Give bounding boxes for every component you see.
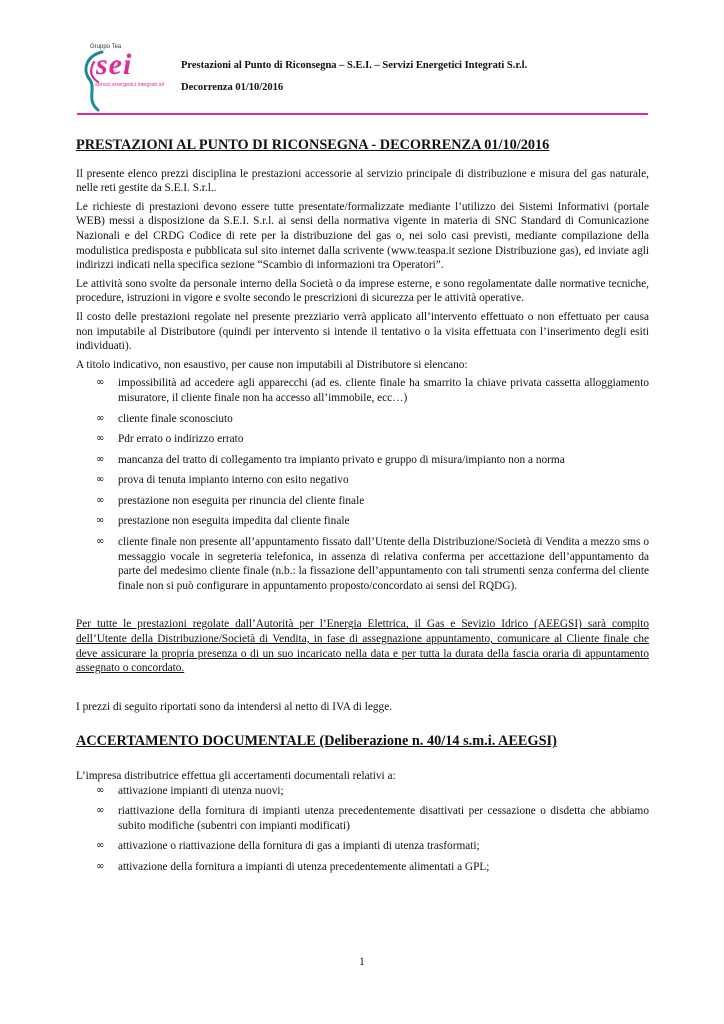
list-item xyxy=(76,376,649,405)
paragraph: Il presente elenco prezzi disciplina le prestazioni accessorie al servizio principale di distribuzione e misura del gas naturale, nelle reti gestite da S.E.I. S.r.l.. xyxy=(76,167,649,195)
causes-list xyxy=(76,376,649,593)
list-item-text: prestazione non eseguita impedita dal cliente finale xyxy=(118,515,350,528)
header-title: Prestazioni al Punto di Riconsegna – S.E.I. – Servizi Energetici Integrati S.r.l. xyxy=(181,60,528,71)
list-item xyxy=(76,432,649,447)
header-divider xyxy=(77,113,648,115)
list-item-text: attivazione impianti di utenza nuovi; xyxy=(118,784,284,797)
list-item xyxy=(76,784,649,799)
paragraph: A titolo indicativo, non esaustivo, per cause non imputabili al Distributore si elencano: xyxy=(76,358,468,371)
infinity-bullet-icon: ∞ xyxy=(96,515,105,527)
section-title: PRESTAZIONI AL PUNTO DI RICONSEGNA - DECORRENZA 01/10/2016 xyxy=(76,137,550,153)
infinity-bullet-icon: ∞ xyxy=(96,805,105,817)
vat-note: I prezzi di seguito riportati sono da intendersi al netto di IVA di legge. xyxy=(76,700,393,713)
infinity-bullet-icon: ∞ xyxy=(96,840,105,852)
infinity-bullet-icon: ∞ xyxy=(96,784,105,796)
header-date: Decorrenza 01/10/2016 xyxy=(181,82,284,93)
accertamento-list xyxy=(76,784,649,875)
list-item xyxy=(76,860,649,875)
paragraph: Il costo delle prestazioni regolate nel presente prezziario verrà applicato all’intervento effettuato o non effettuato per causa non imputabile al Distributore (quindi per intervento si intende il tentativo o la visita effettuata con l’inserimento degli esiti individuati). xyxy=(76,310,649,353)
logo-group-text: Gruppo Tea xyxy=(90,44,122,50)
list-item-text: prestazione non eseguita per rinuncia del cliente finale xyxy=(118,494,365,507)
list-item-text: impossibilità ad accedere agli apparecchi (ad es. cliente finale ha smarrito la chiave privata cassetta alloggiamento misuratore, il cliente finale non ha accesso all’immobile, ecc…) xyxy=(118,377,649,404)
logo-subtitle: servizi energetici integrati srl xyxy=(95,82,165,88)
document-body xyxy=(76,138,649,881)
paragraph: Le attività sono svolte da personale interno della Società o da imprese esterne, e sono regolamentate dalle normative tecniche, procedure, istruzioni in vigore e svolte secondo le prescrizioni di sicurezza per le attività operative. xyxy=(76,277,649,305)
infinity-bullet-icon: ∞ xyxy=(96,433,105,445)
infinity-bullet-icon: ∞ xyxy=(96,453,105,465)
list-item-text: Pdr errato o indirizzo errato xyxy=(118,433,244,446)
list-item xyxy=(76,453,649,468)
infinity-bullet-icon: ∞ xyxy=(96,536,105,548)
list-item xyxy=(76,412,649,427)
logo-wordmark: sei xyxy=(96,48,133,81)
infinity-bullet-icon: ∞ xyxy=(96,377,105,389)
infinity-bullet-icon: ∞ xyxy=(96,474,105,486)
list-item-text: riattivazione della fornitura di impianti utenza precedentemente disattivati per cessazione o disdetta che abbiamo subito modifiche (subentri con impianti modificati) xyxy=(118,805,649,832)
list-item xyxy=(76,514,649,529)
underlined-note: Per tutte le prestazioni regolate dall’Autorità per l’Energia Elettrica, il Gas e Sevizio Idrico (AEEGSI) sarà compito dell’Utente della Distribuzione/Società di Vendita, in fase di assegnazione appuntamento, comunicare al Cliente finale che deve assicurare la propria presenza o di un suo incaricato nella data e per tutta la durata della fascia oraria di appuntamento assegnato o concordato. xyxy=(76,618,649,675)
infinity-bullet-icon: ∞ xyxy=(96,494,105,506)
section-intro: L’impresa distributrice effettua gli accertamenti documentali relativi a: xyxy=(76,770,396,782)
list-item-text: prova di tenuta impianto interno con esito negativo xyxy=(118,474,349,487)
list-item-text: attivazione o riattivazione della fornitura di gas a impianti di utenza trasformati; xyxy=(118,840,480,853)
infinity-bullet-icon: ∞ xyxy=(96,412,105,424)
list-item xyxy=(76,804,649,833)
list-item-text: mancanza del tratto di collegamento tra impianto privato e gruppo di misura/impianto non a norma xyxy=(118,453,565,466)
list-item-text: cliente finale sconosciuto xyxy=(118,412,233,425)
list-item-text: attivazione della fornitura a impianti di utenza precedentemente alimentati a GPL; xyxy=(118,860,490,873)
list-item xyxy=(76,535,649,593)
list-item-text: cliente finale non presente all’appuntamento fissato dall’Utente della Distribuzione/Società di Vendita a mezzo sms o messaggio vocale in segreteria telefonica, in assenza di relativa conferma per accettazione dell’appuntamento da parte del medesimo cliente finale (n.b.: la fissazione dell’appuntamento con tali strumenti senza conferma del cliente finale non si può configurare in appuntamento proposto/concordato ai sensi del RQDG). xyxy=(118,536,649,592)
list-item xyxy=(76,473,649,488)
list-item xyxy=(76,839,649,854)
section-title-accertamento: ACCERTAMENTO DOCUMENTALE (Deliberazione n. 40/14 s.m.i. AEEGSI) xyxy=(76,733,557,750)
list-item xyxy=(76,494,649,509)
company-logo xyxy=(80,44,176,114)
infinity-bullet-icon: ∞ xyxy=(96,860,105,872)
page-number: 1 xyxy=(359,956,365,968)
paragraph: Le richieste di prestazioni devono essere tutte presentate/formalizzate mediante l’utilizzo dei Sistemi Informativi (portale WEB) messi a disposizione da S.E.I. S.r.l. ai sensi della normativa vigente in materia di SNC Standard di Comunicazione Nazionali e del CRDG Codice di rete per la distribuzione del gas o, nei solo casi previsti, mediante compilazione della modulistica predisposta e pubblicata sul sito internet dalla scrivente (www.teaspa.it sezione Distribuzione gas), ed inviate agli indirizzi indicati nella specifica sezione “Scambio di informazioni tra Operatori”. xyxy=(76,200,649,272)
